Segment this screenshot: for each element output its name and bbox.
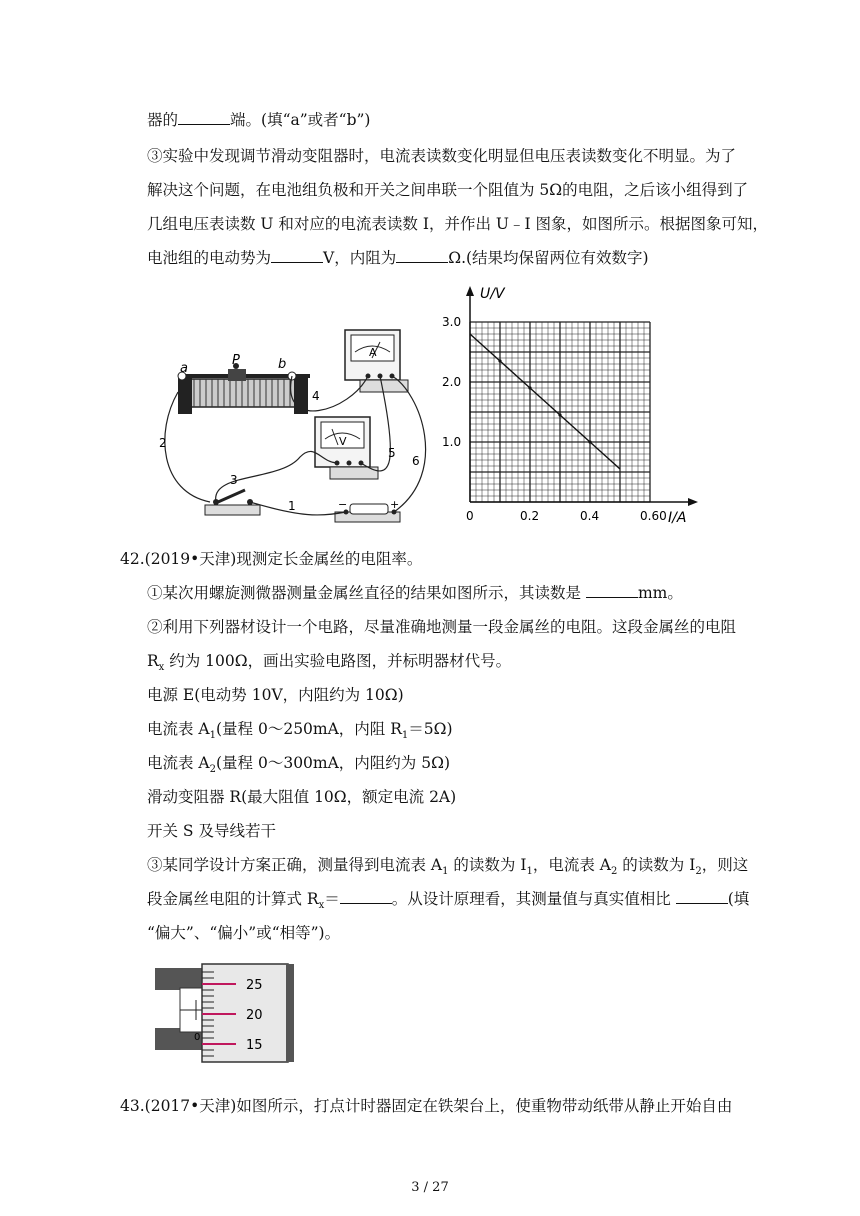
answer-blank[interactable] (178, 110, 230, 125)
wire-label-4: 4 (312, 389, 320, 403)
label-b: b (278, 357, 287, 372)
text-line: 器的 端。(填“a”或者“b”) (147, 111, 371, 129)
wire-label-5: 5 (388, 446, 396, 460)
equipment-item: 电流表 $A_2$(量程 0～300mA，内阻约为 5Ω) (147, 754, 450, 776)
y-axis-arrow (466, 286, 474, 296)
equipment-item: 电源 E(电动势 10V，内阻约为 10Ω) (147, 686, 404, 704)
x-axis-label: I/A (668, 510, 687, 526)
micrometer-tick: 25 (246, 978, 263, 993)
answer-blank[interactable] (676, 889, 728, 904)
u-i-chart (436, 282, 706, 532)
text-line: 几组电压表读数 U 和对应的电流表读数 I，并作出 U﹣I 图象，如图所示。根据图象可知， (147, 215, 769, 233)
x-tick-label: 0.60 (640, 509, 667, 523)
wire-label-2: 2 (159, 436, 167, 450)
ammeter (345, 330, 408, 392)
question-42-header: 42.(2019•天津)现测定长金属丝的电阻率。 (120, 550, 423, 568)
equipment-item: 开关 S 及导线若干 (147, 822, 276, 840)
answer-blank[interactable] (396, 248, 448, 263)
equipment-item: 滑动变阻器 R(最大阻值 10Ω，额定电流 2A) (147, 788, 457, 806)
text-line: 解决这个问题，在电池组负极和开关之间串联一个阻值为 5Ω的电阻，之后该小组得到了 (147, 181, 749, 199)
text-line: ③某同学设计方案正确，测量得到电流表 $A_1$ 的读数为 $I_1$，电流表 $A_2$ 的读数为 $I_2$，则这 (147, 856, 749, 878)
data-point (528, 386, 531, 389)
answer-blank[interactable] (586, 583, 638, 598)
micrometer-zero: 0 (194, 1032, 201, 1043)
text-line: ①某次用螺旋测微器测量金属丝直径的结果如图所示，其读数是 mm。 (147, 584, 683, 602)
answer-blank[interactable] (271, 248, 323, 263)
micrometer-tick: 15 (246, 1038, 263, 1053)
label-a: a (180, 361, 188, 376)
text-line: 电池组的电动势为 V，内阻为 Ω.(结果均保留两位有效数字) (147, 249, 649, 267)
y-tick-label: 2.0 (442, 375, 462, 389)
chart-axes (466, 286, 698, 506)
text-line: $R_x$ 约为 100Ω，画出实验电路图，并标明器材代号。 (147, 652, 512, 674)
voltmeter (315, 417, 378, 479)
page-number: 3 / 27 (411, 1180, 449, 1195)
equipment-item: 电流表 $A_1$(量程 0～250mA，内阻 $R_1=5\Omega$) (147, 720, 453, 742)
chart-series (470, 334, 620, 469)
x-tick-label: 0 (466, 509, 474, 523)
battery-plus: + (390, 498, 400, 511)
x-tick-label: 0.2 (520, 509, 540, 523)
text-line: 段金属丝电阻的计算式 $R_x=$ 。从设计原理看，其测量值与真实值相比 (填 (147, 890, 750, 912)
data-point (588, 440, 591, 443)
text-line: ③实验中发现调节滑动变阻器时，电流表读数变化明显但电压表读数变化不明显。为了 (147, 147, 737, 165)
x-axis-arrow (688, 498, 698, 506)
y-tick-label: 1.0 (442, 435, 462, 449)
circuit-figure (150, 322, 430, 527)
voltmeter-label: V (339, 435, 347, 448)
wire-label-3: 3 (230, 473, 238, 487)
label-p: P (232, 353, 240, 368)
ammeter-label: A (369, 346, 377, 359)
text-line: “偏大”、“偏小”或“相等”)。 (147, 924, 341, 942)
micrometer-figure (150, 960, 295, 1070)
u-i-line (470, 334, 620, 469)
wire-label-6: 6 (412, 454, 420, 468)
data-point (558, 413, 561, 416)
micrometer-tick: 20 (246, 1008, 263, 1023)
text-line: ②利用下列器材设计一个电路，尽量准确地测量一段金属丝的电阻。这段金属丝的电阻 (147, 618, 737, 636)
y-axis-label: U/V (480, 286, 505, 302)
data-point (498, 359, 501, 362)
x-tick-label: 0.4 (580, 509, 600, 523)
battery-minus: − (338, 498, 348, 511)
question-43-header: 43.(2017•天津)如图所示，打点计时器固定在铁架台上，使重物带动纸带从静止开始自由 (120, 1097, 733, 1115)
answer-blank[interactable] (340, 889, 392, 904)
wire-label-1: 1 (288, 499, 296, 513)
y-tick-label: 3.0 (442, 315, 462, 329)
chart-grid (470, 322, 650, 502)
